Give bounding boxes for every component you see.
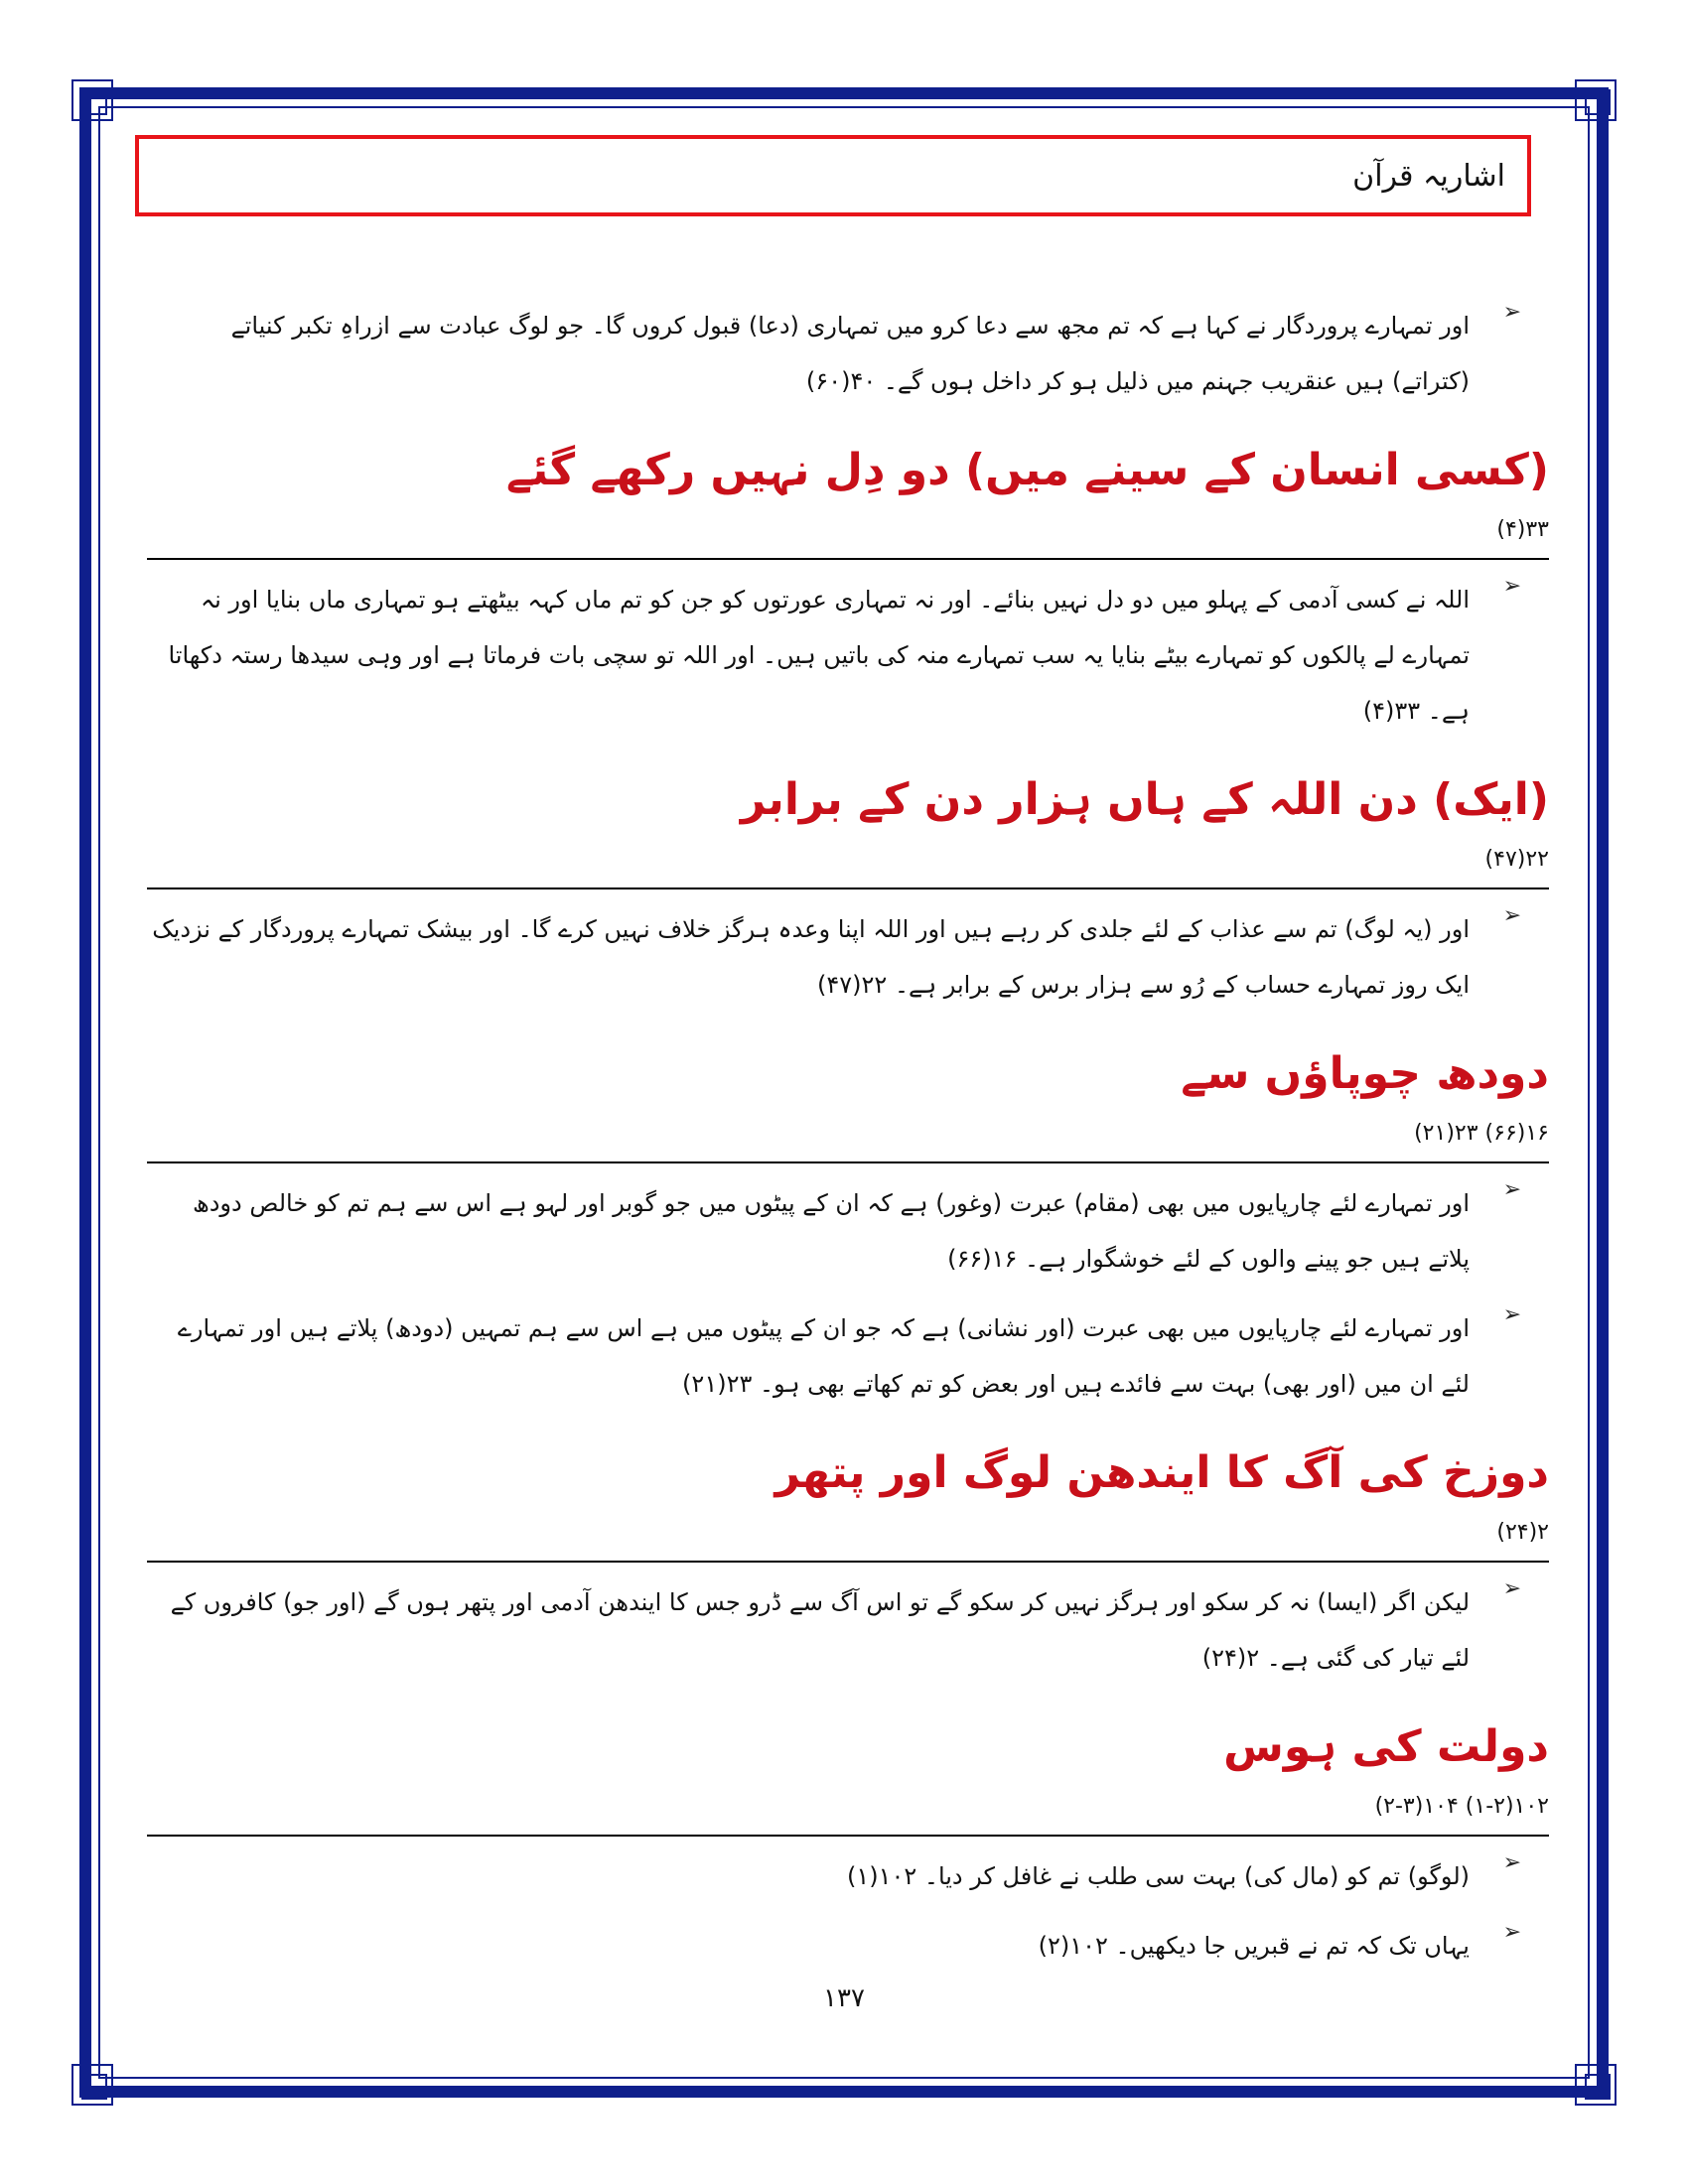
entry-text: اور تمہارے لئے چارپایوں میں بھی (مقام) عبرت (وغور) ہے کہ ان کے پیٹوں میں جو گوبر اور لہو ہے اس سے ہم تم کو خالص دودھ پلاتے ہیں جو پینے والوں کے لئے خوشگوار ہے۔ ۱۶(۶۶) (192, 1189, 1470, 1273)
section-divider (147, 887, 1549, 889)
section-reference: ۲۲(۴۷) (1484, 847, 1549, 872)
arrow-bullet-icon: ➢ (1502, 1302, 1521, 1327)
entry (147, 1918, 1549, 1974)
section-reference: ۱۰۲(۱-۲) ۱۰۴(۲-۳) (1374, 1794, 1549, 1819)
section-title: دودھ چوپاؤں سے (1181, 1048, 1549, 1099)
section (147, 768, 1549, 1013)
entry (147, 572, 1549, 739)
entry (147, 1175, 1549, 1287)
section (147, 1715, 1549, 1974)
entry-text: اللہ نے کسی آدمی کے پہلو میں دو دل نہیں بنائے۔ اور نہ تمہاری عورتوں کو جن کو تم ماں کہہ بیٹھتے ہو تمہاری ماں بنایا اور نہ تمہارے لے پالکوں کو تمہارے بیٹے بنایا یہ سب تمہارے منہ کی باتیں ہیں۔ اور اللہ تو سچی بات فرماتا ہے اور وہی سیدھا رستہ دکھاتا ہے۔ ۳۳(۴) (168, 586, 1470, 725)
arrow-bullet-icon: ➢ (1502, 1177, 1521, 1202)
entry-text: یہاں تک کہ تم نے قبریں جا دیکھیں۔ ۱۰۲(۲) (1038, 1932, 1470, 1960)
entry-text: اور تمہارے پروردگار نے کہا ہے کہ تم مجھ سے دعا کرو میں تمہاری (دعا) قبول کروں گا۔ جو لوگ عبادت سے ازراہِ تکبر کنیاتے (کتراتے) ہیں عنقریب جہنم میں ذلیل ہو کر داخل ہوں گے۔ ۴۰(۶۰) (230, 312, 1470, 395)
frame-corner-ornament (71, 79, 113, 121)
frame-corner-ornament (71, 2064, 113, 2106)
section-title: دولت کی ہوس (1223, 1721, 1549, 1772)
section-divider (147, 558, 1549, 560)
section (147, 1441, 1549, 1686)
section-divider (147, 1161, 1549, 1163)
page-content (147, 298, 1549, 1987)
header-box (135, 135, 1531, 216)
section (147, 1042, 1549, 1412)
section-reference: ۲(۲۴) (1496, 1520, 1549, 1545)
entry (147, 298, 1549, 409)
arrow-bullet-icon: ➢ (1502, 1576, 1521, 1601)
arrow-bullet-icon: ➢ (1502, 300, 1521, 325)
header-title: اشاریہ قرآن (1352, 158, 1505, 194)
entry-text: اور (یہ لوگ) تم سے عذاب کے لئے جلدی کر رہے ہیں اور اللہ اپنا وعدہ ہرگز خلاف نہیں کرے گا۔ اور بیشک تمہارے پروردگار کے نزدیک ایک روز تمہارے حساب کے رُو سے ہزار برس کے برابر ہے۔ ۲۲(۴۷) (152, 915, 1470, 999)
page-number: ۱۳۷ (823, 1983, 865, 2013)
arrow-bullet-icon: ➢ (1502, 574, 1521, 599)
section-reference: ۳۳(۴) (1496, 517, 1549, 542)
section-divider (147, 1561, 1549, 1563)
entry-text: اور تمہارے لئے چارپایوں میں بھی عبرت (اور نشانی) ہے کہ جو ان کے پیٹوں میں ہے اس سے ہم تمہیں (دودھ) پلاتے ہیں اور تمہارے لئے ان میں (اور بھی) بہت سے فائدے ہیں اور بعض کو تم کھاتے بھی ہو۔ ۲۳(۲۱) (177, 1314, 1470, 1398)
section-title: (ایک) دن اللہ کے ہاں ہزار دن کے برابر (740, 774, 1549, 825)
entry (147, 1574, 1549, 1686)
arrow-bullet-icon: ➢ (1502, 903, 1521, 928)
entry-text: (لوگو) تم کو (مال کی) بہت سی طلب نے غافل کر دیا۔ ۱۰۲(۱) (846, 1862, 1470, 1890)
arrow-bullet-icon: ➢ (1502, 1850, 1521, 1875)
section (147, 439, 1549, 739)
section-reference: ۱۶(۶۶) ۲۳(۲۱) (1414, 1121, 1549, 1146)
entry (147, 901, 1549, 1013)
frame-corner-ornament (1575, 2064, 1617, 2106)
arrow-bullet-icon: ➢ (1502, 1920, 1521, 1945)
entry (147, 1848, 1549, 1904)
section-title: (کسی انسان کے سینے میں) دو دِل نہیں رکھے گئے (505, 445, 1549, 495)
entry-text: لیکن اگر (ایسا) نہ کر سکو اور ہرگز نہیں کر سکو گے تو اس آگ سے ڈرو جس کا ایندھن آدمی اور پتھر ہوں گے (اور جو) کافروں کے لئے تیار کی گئی ہے۔ ۲(۲۴) (170, 1588, 1470, 1672)
entry (147, 1300, 1549, 1412)
section-title: دوزخ کی آگ کا ایندھن لوگ اور پتھر (774, 1447, 1549, 1498)
frame-corner-ornament (1575, 79, 1617, 121)
section-divider (147, 1835, 1549, 1837)
